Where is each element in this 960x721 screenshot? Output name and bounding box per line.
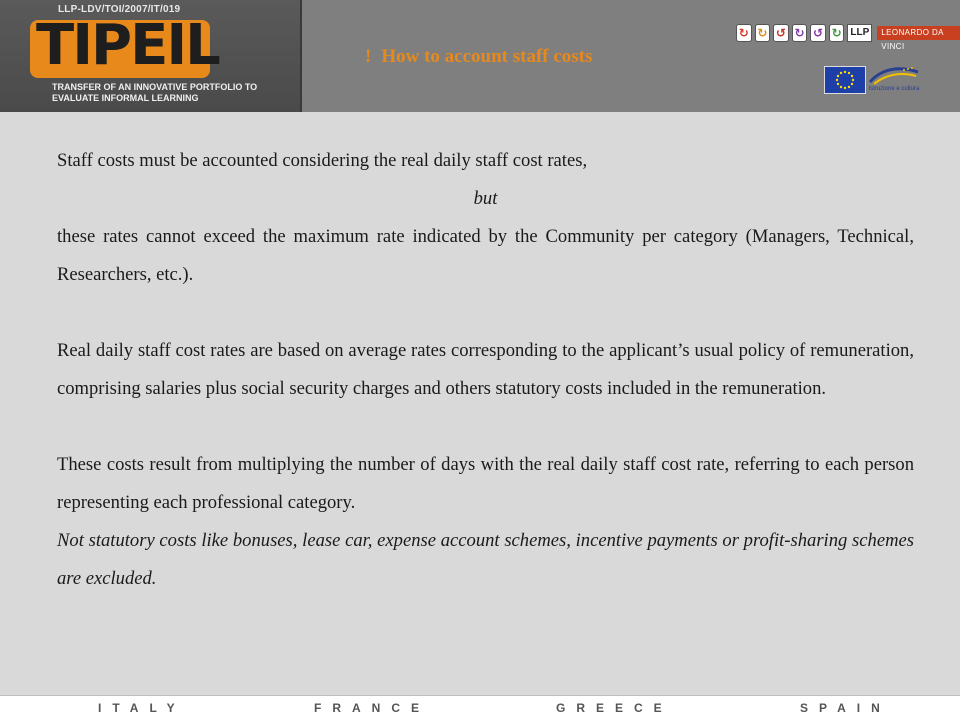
swirl-purple-icon: ↻ <box>792 24 808 42</box>
header-band <box>0 0 960 112</box>
swirl-green-icon: ↻ <box>829 24 845 42</box>
country-italy: ITALY <box>98 701 186 715</box>
country-spain: SPAIN <box>800 701 891 715</box>
paragraph-rate-limit: these rates cannot exceed the maximum rate indicated by the Community per category (Managers, Technical, Researchers, etc.). <box>57 226 914 285</box>
project-code: LLP-LDV/TOI/2007/IT/019 <box>58 4 181 15</box>
education-culture-logo <box>868 64 920 96</box>
swirl-violet-icon: ↺ <box>810 24 826 42</box>
spacer <box>57 294 914 332</box>
swirl-red-icon: ↺ <box>773 24 789 42</box>
spacer <box>57 408 914 446</box>
paragraph-real-daily-rates: Real daily staff cost rates are based on average rates corresponding to the applicant’s usual policy of remuneration, comprising salaries plus social security charges and others statutory costs included in the remuneration. <box>57 340 914 399</box>
education-swoosh-icon <box>868 64 920 88</box>
paragraph-cost-calculation: These costs result from multiplying the number of days with the real daily staff cost rate, referring to each person representing each professional category. <box>57 454 914 513</box>
tipeil-logo <box>0 0 302 112</box>
llp-logo: LLP <box>847 24 872 42</box>
partner-logos-row <box>736 20 960 51</box>
country-france: FRANCE <box>314 701 430 715</box>
education-label: Istruzione e cultura <box>868 86 920 92</box>
title-text: How to account staff costs <box>381 46 593 67</box>
swirl-orange-icon: ↻ <box>755 24 771 42</box>
paragraph-excluded-costs: Not statutory costs like bonuses, lease car, expense account schemes, incentive payments or profit-sharing schemes are excluded. <box>57 530 914 589</box>
swirl-red-icon: ↻ <box>736 24 752 42</box>
paragraph-staff-costs: Staff costs must be accounted considering the real daily staff cost rates, <box>57 150 588 171</box>
slide-title <box>365 46 592 68</box>
logo-word: TIPEIL <box>36 13 219 78</box>
leonardo-da-vinci-logo: LEONARDO DA VINCI <box>877 26 960 40</box>
logo-description: TRANSFER OF AN INNOVATIVE PORTFOLIO TO EVALUATE INFORMAL LEARNING <box>52 82 258 103</box>
main-content <box>57 142 914 598</box>
footer-country-bar <box>0 695 960 721</box>
title-exclamation: ! <box>365 46 372 67</box>
eu-flag-icon <box>824 66 866 94</box>
country-greece: GREECE <box>556 701 673 715</box>
paragraph-but: but <box>473 188 498 209</box>
